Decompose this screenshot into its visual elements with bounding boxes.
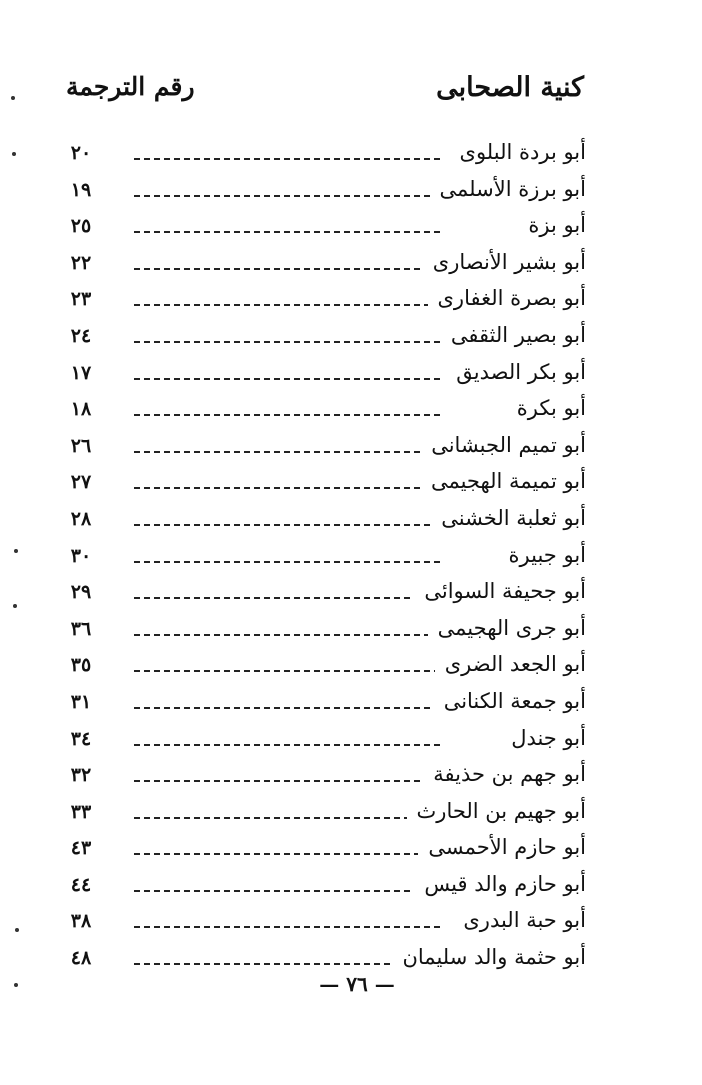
- index-list: [0, 138, 702, 980]
- entry-number: ٤٣: [70, 837, 92, 860]
- companion-name: أبو جندل: [501, 726, 586, 750]
- dotted-leader: [134, 341, 440, 343]
- companion-name: أبو جحيفة السوائى: [414, 579, 586, 603]
- index-entry: [0, 687, 702, 724]
- entry-number: ٣٥: [70, 654, 92, 677]
- number-column-heading: رقم الترجمة: [66, 72, 195, 101]
- dotted-leader: [134, 451, 440, 453]
- dotted-leader: [134, 378, 440, 380]
- entry-number: ١٩: [70, 178, 92, 201]
- companion-name: أبو بزة: [518, 213, 586, 237]
- scan-speck: [14, 549, 18, 553]
- index-entry: [0, 175, 702, 212]
- dotted-leader: [134, 890, 440, 892]
- dotted-leader: [134, 561, 440, 563]
- index-entry: [0, 614, 702, 651]
- scan-speck: [11, 96, 15, 100]
- dotted-leader: [134, 487, 440, 489]
- index-entry: [0, 248, 702, 285]
- entry-number: ١٨: [70, 398, 92, 421]
- entry-number: ١٧: [70, 361, 92, 384]
- dotted-leader: [134, 707, 440, 709]
- index-entry: [0, 467, 702, 504]
- dotted-leader: [134, 926, 440, 928]
- dotted-leader: [134, 817, 440, 819]
- index-entry: [0, 541, 702, 578]
- entry-number: ٢٨: [70, 507, 92, 530]
- index-entry: [0, 833, 702, 870]
- index-entry: [0, 431, 702, 468]
- companion-name: أبو جبيرة: [499, 543, 586, 567]
- scan-speck: [13, 604, 17, 608]
- dotted-leader: [134, 634, 440, 636]
- entry-number: ٢٢: [70, 251, 92, 274]
- index-entry: [0, 797, 702, 834]
- entry-number: ٢٦: [70, 434, 92, 457]
- dotted-leader: [134, 670, 440, 672]
- dotted-leader: [134, 268, 440, 270]
- index-entry: [0, 870, 702, 907]
- entry-number: ٣٤: [70, 727, 92, 750]
- index-entry: [0, 358, 702, 395]
- dotted-leader: [134, 780, 440, 782]
- index-entry: [0, 724, 702, 761]
- companion-name: أبو بكرة: [507, 396, 586, 420]
- companion-name: أبو بردة البلوى: [450, 140, 586, 164]
- scan-speck: [14, 983, 18, 987]
- entry-number: ٢٠: [70, 142, 92, 164]
- companion-name: أبو حازم الأحمسى: [418, 835, 586, 859]
- entry-number: ٢٧: [70, 471, 92, 494]
- index-entry: [0, 394, 702, 431]
- companion-name: أبو جرى الهجيمى: [428, 616, 586, 640]
- companion-name: أبو تميمة الهجيمى: [421, 469, 586, 493]
- entry-number: ٣٣: [70, 800, 92, 823]
- companion-name: أبو ثعلبة الخشنى: [431, 506, 586, 530]
- companion-name: أبو بصرة الغفارى: [428, 286, 587, 310]
- entry-number: ٣٢: [70, 764, 92, 787]
- companion-name: أبو حبة البدرى: [453, 908, 586, 932]
- index-entry: [0, 138, 702, 175]
- dotted-leader: [134, 195, 440, 197]
- scan-speck: [15, 928, 19, 932]
- index-entry: [0, 504, 702, 541]
- dotted-leader: [134, 524, 440, 526]
- scan-speck: [12, 152, 16, 156]
- companion-name: أبو جهم بن حذيفة: [423, 762, 586, 786]
- dotted-leader: [134, 158, 440, 160]
- entry-number: ٣١: [70, 690, 92, 713]
- companion-name: أبو بكر الصديق: [446, 360, 586, 384]
- companion-name: أبو الجعد الضرى: [435, 652, 586, 676]
- entry-number: ٣٦: [70, 617, 92, 640]
- name-column-heading: كنية الصحابى: [436, 72, 584, 103]
- companion-name: أبو بشير الأنصارى: [423, 250, 586, 274]
- entry-number: ٢٥: [70, 215, 92, 238]
- dotted-leader: [134, 304, 440, 306]
- entry-number: ٢٣: [70, 288, 92, 311]
- companion-name: أبو جهيم بن الحارث: [407, 799, 586, 823]
- index-entry: [0, 650, 702, 687]
- entry-number: ٤٨: [70, 947, 92, 970]
- companion-name: أبو حازم والد قيس: [414, 872, 586, 896]
- index-entry: [0, 760, 702, 797]
- page-number: — ٧٦ —: [319, 972, 395, 996]
- index-entry: [0, 284, 702, 321]
- dotted-leader: [134, 231, 440, 233]
- entry-number: ٣٠: [70, 544, 92, 567]
- entry-number: ٤٤: [70, 873, 92, 896]
- page-footer: [0, 972, 702, 996]
- index-entry: [0, 321, 702, 358]
- companion-name: أبو جمعة الكنانى: [434, 689, 586, 713]
- entry-number: ٢٩: [70, 581, 92, 604]
- companion-name: أبو بصير الثقفى: [441, 323, 586, 347]
- table-header: [0, 72, 702, 112]
- companion-name: أبو حثمة والد سليمان: [392, 945, 586, 969]
- entry-number: ٢٤: [70, 324, 92, 347]
- index-entry: [0, 906, 702, 943]
- companion-name: أبو تميم الجبشانى: [421, 433, 586, 457]
- dotted-leader: [134, 597, 440, 599]
- index-entry: [0, 577, 702, 614]
- companion-name: أبو برزة الأسلمى: [430, 177, 586, 201]
- dotted-leader: [134, 744, 440, 746]
- index-entry: [0, 211, 702, 248]
- dotted-leader: [134, 853, 440, 855]
- entry-number: ٣٨: [70, 910, 92, 933]
- dotted-leader: [134, 414, 440, 416]
